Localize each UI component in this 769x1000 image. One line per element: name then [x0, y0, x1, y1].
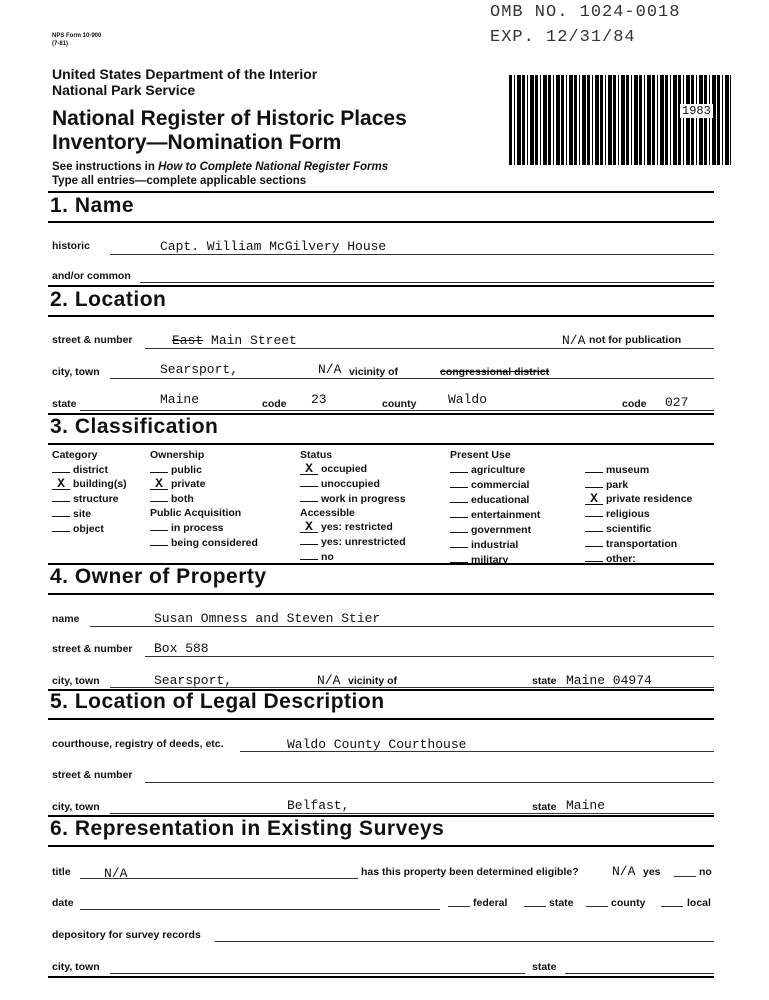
county-label: county — [382, 398, 417, 410]
checkbox-agriculture[interactable]: agriculture — [450, 462, 540, 477]
section-heading-legal-description: 5. Location of Legal Description — [50, 690, 385, 713]
checkbox-work-in-progress[interactable]: work in progress — [300, 491, 406, 506]
divider — [48, 315, 714, 317]
not-for-publication-value[interactable]: N/A — [562, 333, 586, 348]
ownership-heading: Ownership — [150, 449, 205, 461]
survey-title-value[interactable]: N/A — [104, 866, 128, 881]
field-line — [110, 378, 714, 379]
city-value[interactable]: Searsport, — [160, 362, 239, 377]
field-line — [140, 282, 714, 283]
field-line — [80, 410, 714, 411]
courthouse-value[interactable]: Waldo County Courthouse — [287, 737, 467, 752]
field-line — [80, 878, 358, 879]
legal-city-label: city, town — [52, 801, 100, 813]
field-line — [215, 941, 714, 942]
checkbox-educational[interactable]: educational — [450, 492, 540, 507]
state-value[interactable]: Maine — [160, 392, 200, 407]
received-stamp-barcode — [509, 75, 731, 165]
survey-city-label: city, town — [52, 961, 100, 973]
checkbox-buildings[interactable]: X building(s) — [52, 477, 127, 491]
section-heading-location: 2. Location — [50, 288, 167, 311]
vicinity-label: vicinity of — [349, 366, 399, 378]
present-use-group-2 — [585, 462, 692, 566]
checkbox-structure[interactable]: structure — [52, 491, 127, 506]
instructions-line2: Type all entries—complete applicable sections — [52, 175, 307, 187]
checkbox-occupied[interactable]: X occupied — [300, 462, 406, 476]
field-line — [80, 909, 440, 910]
eligible-label: has this property been determined eligible? — [361, 866, 579, 878]
checkbox-in-process[interactable]: in process — [150, 520, 258, 535]
exp-stamp: EXP. 12/31/84 — [490, 28, 636, 47]
form-number: NPS Form 10-900 — [52, 33, 102, 39]
checkbox-yes-restricted[interactable]: X yes: restricted — [300, 520, 406, 534]
state-label: state — [52, 398, 77, 410]
service: National Park Service — [52, 82, 196, 98]
checkbox-yes-unrestricted[interactable]: yes: unrestricted — [300, 534, 406, 549]
county-code-label: code — [622, 398, 647, 410]
field-line — [145, 348, 714, 349]
street-label: street & number — [52, 334, 133, 346]
local-blank[interactable] — [661, 906, 683, 907]
checkbox-other[interactable]: other: — [585, 551, 692, 566]
vicinity-value[interactable]: N/A — [318, 362, 342, 377]
historic-value[interactable]: Capt. William McGilvery House — [160, 239, 387, 254]
owner-street-value[interactable]: Box 588 — [154, 641, 209, 656]
public-acquisition-heading: Public Acquisition — [150, 507, 242, 519]
owner-state-value[interactable]: Maine 04974 — [566, 673, 652, 688]
form-title-line1: National Register of Historic Places — [52, 107, 407, 130]
form-title-line2: Inventory—Nomination Form — [52, 131, 342, 154]
owner-vicinity-label: vicinity of — [348, 675, 398, 687]
field-line — [565, 973, 714, 974]
county-value[interactable]: Waldo — [448, 392, 488, 407]
historic-label: historic — [52, 240, 90, 252]
checkbox-public[interactable]: public — [150, 462, 258, 477]
present-use-group — [450, 448, 540, 567]
ownership-group — [150, 448, 258, 550]
category-heading: Category — [52, 449, 98, 461]
eligible-value[interactable]: N/A — [612, 864, 636, 879]
field-line — [145, 782, 714, 783]
checkbox-government[interactable]: government — [450, 522, 540, 537]
eligible-no-blank[interactable] — [674, 876, 696, 877]
field-line — [110, 973, 525, 974]
field-line — [145, 656, 714, 657]
divider — [48, 593, 714, 595]
checkbox-private-residence[interactable]: X private residence — [585, 492, 692, 506]
survey-state-label: state — [549, 897, 574, 909]
street-value[interactable]: East Main Street — [172, 333, 297, 348]
instructions-line1: See instructions in How to Complete National Register Forms — [52, 161, 389, 173]
field-line — [110, 254, 714, 255]
checkbox-industrial[interactable]: industrial — [450, 537, 540, 552]
omb-stamp: OMB NO. 1024-0018 — [490, 3, 681, 22]
owner-name-label: name — [52, 613, 80, 625]
legal-state-value[interactable]: Maine — [566, 798, 606, 813]
checkbox-transportation[interactable]: transportation — [585, 536, 692, 551]
checkbox-district[interactable]: district — [52, 462, 127, 477]
survey-date-label: date — [52, 897, 74, 909]
owner-street-label: street & number — [52, 643, 133, 655]
stamp-year: 1983 — [682, 104, 711, 118]
divider — [48, 191, 714, 193]
section-heading-surveys: 6. Representation in Existing Surveys — [50, 817, 445, 840]
checkbox-unoccupied[interactable]: unoccupied — [300, 476, 406, 491]
section-heading-name: 1. Name — [50, 194, 135, 217]
eligible-no-label: no — [699, 866, 712, 878]
owner-state-label: state — [532, 675, 557, 687]
checkbox-no[interactable]: no — [300, 549, 406, 564]
federal-blank[interactable] — [448, 906, 470, 907]
legal-city-value[interactable]: Belfast, — [287, 798, 350, 813]
eligible-yes-label: yes — [643, 866, 661, 878]
legal-street-label: street & number — [52, 769, 133, 781]
section-heading-classification: 3. Classification — [50, 415, 219, 438]
depository-label: depository for survey records — [52, 929, 201, 941]
department: United States Department of the Interior — [52, 66, 318, 82]
federal-label: federal — [473, 897, 508, 909]
code-label: code — [262, 398, 287, 410]
checkbox-commercial[interactable]: commercial — [450, 477, 540, 492]
category-group — [52, 448, 127, 536]
checkbox-object[interactable]: object — [52, 521, 127, 536]
checkbox-park[interactable]: park — [585, 477, 692, 492]
divider — [48, 718, 714, 720]
checkbox-religious[interactable]: religious — [585, 506, 692, 521]
checkbox-being-considered[interactable]: being considered — [150, 535, 258, 550]
survey-county-label: county — [611, 897, 646, 909]
field-line — [110, 687, 714, 688]
status-group — [300, 448, 406, 564]
owner-city-value[interactable]: Searsport, — [154, 673, 233, 688]
checkbox-private[interactable]: X private — [150, 477, 258, 491]
checkbox-entertainment[interactable]: entertainment — [450, 507, 540, 522]
courthouse-label: courthouse, registry of deeds, etc. — [52, 738, 224, 750]
section-heading-owner: 4. Owner of Property — [50, 565, 267, 588]
congressional-district-label: congressional district — [440, 366, 550, 378]
state-code-value[interactable]: 23 — [311, 392, 327, 407]
not-for-publication-label: not for publication — [589, 334, 682, 346]
checkbox-both[interactable]: both — [150, 491, 258, 506]
field-line — [240, 751, 714, 752]
owner-name-value[interactable]: Susan Omness and Steven Stier — [154, 611, 381, 626]
city-label: city, town — [52, 366, 100, 378]
checkbox-scientific[interactable]: scientific — [585, 521, 692, 536]
survey-state2-label: state — [532, 961, 557, 973]
status-heading: Status — [300, 449, 333, 461]
county-blank[interactable] — [586, 906, 608, 907]
survey-local-label: local — [687, 897, 711, 909]
owner-city-label: city, town — [52, 675, 100, 687]
survey-title-label: title — [52, 866, 71, 878]
field-line — [110, 813, 714, 814]
present-use-heading: Present Use — [450, 449, 511, 461]
accessible-heading: Accessible — [300, 507, 355, 519]
divider — [48, 845, 714, 847]
form-date: (7-81) — [52, 41, 69, 47]
common-label: and/or common — [52, 270, 131, 282]
checkbox-museum[interactable]: museum — [585, 462, 692, 477]
divider — [48, 976, 714, 978]
checkbox-military[interactable]: military — [450, 552, 540, 567]
divider — [48, 443, 714, 445]
state-blank[interactable] — [524, 906, 546, 907]
legal-state-label: state — [532, 801, 557, 813]
checkbox-site[interactable]: site — [52, 506, 127, 521]
divider — [48, 285, 714, 287]
field-line — [90, 626, 714, 627]
county-code-value[interactable]: 027 — [665, 395, 689, 410]
owner-vicinity-value[interactable]: N/A — [317, 673, 341, 688]
divider — [48, 221, 714, 223]
